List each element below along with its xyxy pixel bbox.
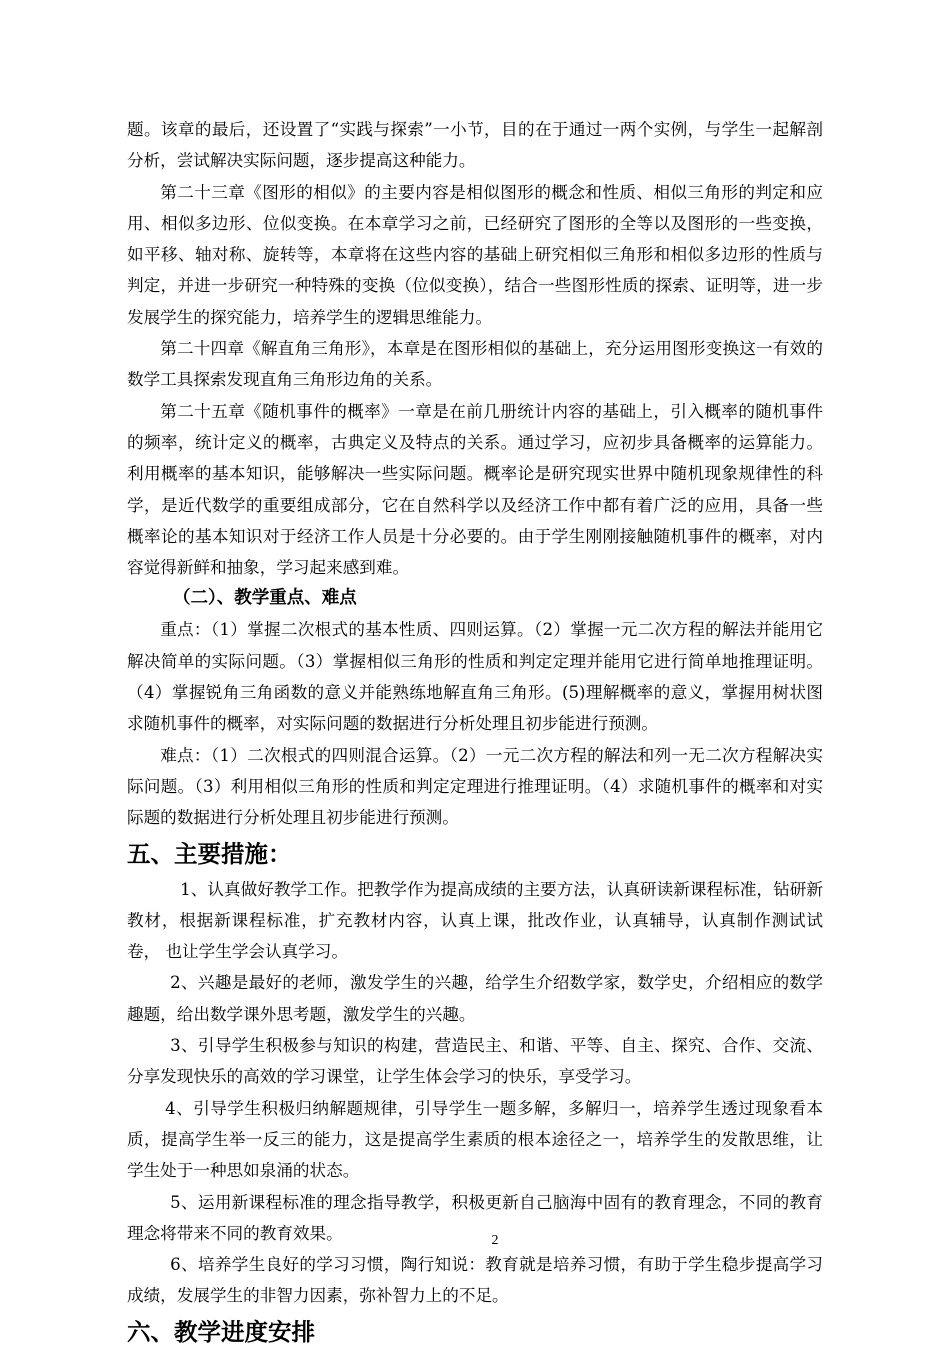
paragraph-chapter24: 第二十四章《解直角三角形》，本章是在图形相似的基础上，充分运用图形变换这一有效的数学工具探索发现直角三角形边角的关系。 [127, 339, 823, 390]
subheading-key-difficult-points: （二）、教学重点、难点 [173, 588, 357, 609]
measure-item-5: 5、运用新课程标准的理念指导教学，积极更新自己脑海中固有的教育理念，不同的教育理念将带来不同的教育效果。 [127, 1192, 823, 1243]
paragraph-chapter22-end: 题。该章的最后，还设置了“实践与探索”一小节，目的在于通过一两个实例，与学生一起解剖分析，尝试解决实际问题，逐步提高这种能力。 [127, 120, 823, 171]
heading-main-measures: 五、主要措施： [127, 839, 292, 868]
page-number: 2 [491, 1233, 499, 1248]
measure-item-3: 3、引导学生积极参与知识的构建，营造民主、和谐、平等、自主、探究、合作、交流、分享发现快乐的高效的学习课堂，让学生体会学习的快乐，享受学习。 [127, 1036, 823, 1087]
measure-item-1: 1、认真做好教学工作。把教学作为提高成绩的主要方法，认真研读新课程标准，钻研新教材，根据新课程标准，扩充教材内容，认真上课，批改作业，认真辅导，认真制作测试试卷， 也让学生学会认真学习。 [127, 879, 823, 962]
paragraph-chapter25: 第二十五章《随机事件的概率》一章是在前几册统计内容的基础上，引入概率的随机事件的频率，统计定义的概率，古典定义及特点的关系。通过学习，应初步具备概率的运算能力。利用概率的基本知识，能够解决一些实际问题。概率论是研究现实世界中随机现象规律性的科学，是近代数学的重要组成部分，它在自然科学以及经济工作中都有着广泛的应用，具备一些概率论的基本知识对于经济工作人员是十分必要的。由于学生刚刚接触随机事件的概率，对内容觉得新鲜和抽象，学习起来感到难。 [127, 401, 823, 578]
measure-item-2: 2、兴趣是最好的老师，激发学生的兴趣，给学生介绍数学家，数学史，介绍相应的数学趣题，给出数学课外思考题，激发学生的兴趣。 [127, 973, 823, 1024]
measure-item-6: 6、培养学生良好的学习习惯，陶行知说：教育就是培养习惯，有助于学生稳步提高学习成绩，发展学生的非智力因素，弥补智力上的不足。 [127, 1255, 823, 1306]
heading-teaching-schedule: 六、教学进度安排 [127, 1317, 315, 1346]
document-body [127, 114, 823, 1352]
measure-item-4: 4、引导学生积极归纳解题规律，引导学生一题多解，多解归一，培养学生透过现象看本质，提高学生举一反三的能力，这是提高学生素质的根本途径之一，培养学生的发散思维，让学生处于一种思如泉涌的状态。 [127, 1098, 823, 1181]
paragraph-chapter23: 第二十三章《图形的相似》的主要内容是相似图形的概念和性质、相似三角形的判定和应用、相似多边形、位似变换。在本章学习之前，已经研究了图形的全等以及图形的一些变换，如平移、轴对称、旋转等，本章将在这些内容的基础上研究相似三角形和相似多边形的性质与判定，并进一步研究一种特殊的变换（位似变换），结合一些图形性质的探索、证明等，进一步发展学生的探究能力，培养学生的逻辑思维能力。 [127, 182, 823, 327]
paragraph-difficult-points: 难点：（1）二次根式的四则混合运算。（2）一元二次方程的解法和列一无二次方程解决实际问题。（3）利用相似三角形的性质和判定定理进行推理证明。（4）求随机事件的概率和对实际题的数据进行分析处理且初步能进行预测。 [127, 745, 823, 828]
paragraph-key-points: 重点：（1）掌握二次根式的基本性质、四则运算。（2）掌握一元二次方程的解法并能用它解决简单的实际问题。（3）掌握相似三角形的性质和判定定理并能用它进行简单地推理证明。（4）掌握锐角三角函数的意义并能熟练地解直角三角形。(5)理解概率的意义，掌握用树状图求随机事件的概率，对实际问题的数据进行分析处理且初步能进行预测。 [127, 620, 823, 734]
